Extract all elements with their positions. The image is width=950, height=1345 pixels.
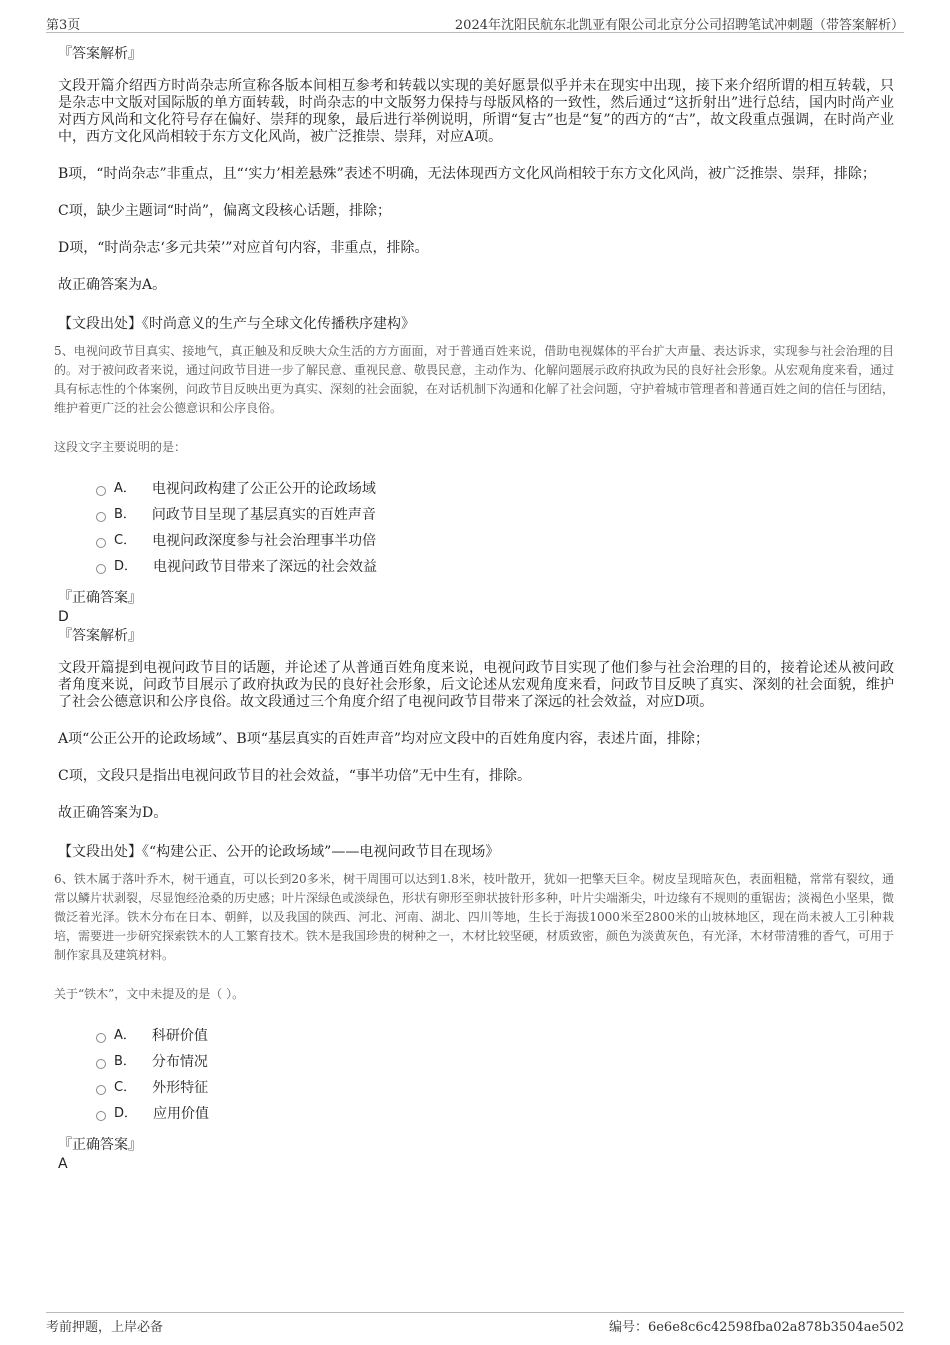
q4-analysis-label: 『答案解析』 bbox=[58, 46, 142, 62]
q5-option-b[interactable]: B． 问政节目呈现了基层真实的百姓声音 bbox=[96, 502, 894, 528]
q5-options bbox=[54, 476, 894, 580]
q4-source: 【文段出处】《时尚意义的生产与全球文化传播秩序建构》 bbox=[58, 316, 415, 332]
radio-icon[interactable] bbox=[96, 1111, 106, 1121]
radio-icon[interactable] bbox=[96, 1033, 106, 1043]
q5-option-d[interactable]: D． 电视问政节目带来了深远的社会效益 bbox=[96, 554, 894, 580]
q6-option-c[interactable]: C． 外形特征 bbox=[96, 1075, 894, 1101]
q6-option-b[interactable]: B． 分布情况 bbox=[96, 1049, 894, 1075]
radio-icon[interactable] bbox=[96, 512, 106, 522]
page-footer bbox=[46, 1312, 904, 1335]
q5-question: 5、电视问政节目真实、接地气，真正触及和反映大众生活的方方面面，对于普通百姓来说，借助电视媒体的平台扩大声量、表达诉求，实现参与社会治理的目的。对于被问政者来说，通过问政节目进一步了解民意、重视民意、敬畏民意，主动作为、化解问题展示政府执政为民的良好社会形象。从宏观角度来看，通过具有标志性的个体案例，问政节目反映出更为真实、深刻的社会面貌，在对话机制下沟通和化解了社会问题，守护着城市管理者和普通百姓之间的信任与团结，维护着更广泛的社会公德意识和公序良俗。 bbox=[54, 344, 895, 415]
document-title: 2024年沈阳民航东北凯亚有限公司北京分公司招聘笔试冲刺题（带答案解析） bbox=[454, 18, 904, 33]
q5-answer: D bbox=[58, 609, 69, 625]
q6-options bbox=[54, 1023, 894, 1127]
q4-analysis-paragraph: B项，“时尚杂志”非重点，且“‘实力’相差悬殊”表述不明确，无法体现西方文化风尚相较于东方文化风尚，被广泛推崇、崇拜，排除； bbox=[58, 166, 876, 182]
document-body bbox=[54, 44, 894, 1173]
q6-answer: A bbox=[58, 1156, 68, 1172]
q5-prompt: 这段文字主要说明的是： bbox=[54, 440, 187, 454]
q6-prompt: 关于“铁木”，文中未提及的是（ ）。 bbox=[54, 987, 245, 1001]
q5-answer-label: 『正确答案』 bbox=[58, 590, 142, 606]
q4-analysis-paragraph: C项，缺少主题词“时尚”，偏离文段核心话题，排除； bbox=[58, 203, 392, 219]
radio-icon[interactable] bbox=[96, 1085, 106, 1095]
q5-analysis-label: 『答案解析』 bbox=[58, 628, 142, 644]
q4-conclusion: 故正确答案为A。 bbox=[58, 277, 167, 293]
q5-source: 【文段出处】《“构建公正、公开的论政场域”——电视问政节目在现场》 bbox=[58, 844, 500, 860]
q5-option-c[interactable]: C． 电视问政深度参与社会治理事半功倍 bbox=[96, 528, 894, 554]
q5-analysis-paragraph: C项，文段只是指出电视问政节目的社会效益，“事半功倍”无中生有，排除。 bbox=[58, 768, 532, 784]
q5-analysis-paragraph: A项“公正公开的论政场域”、B项“基层真实的百姓声音”均对应文段中的百姓角度内容，表述片面，排除； bbox=[58, 731, 710, 747]
q4-analysis-paragraph: 文段开篇介绍西方时尚杂志所宣称各版本间相互参考和转载以实现的美好愿景似乎并未在现实中出现，接下来介绍所谓的相互转载，只是杂志中文版对国际版的单方面转载，时尚杂志的中文版努力保持与母版风格的一致性，然后通过“这折射出”进行总结，国内时尚产业对西方风尚和文化符号存在偏好、崇拜的现象，最后进行举例说明，所谓“复古”也是“复”的西方的“古”，故文段重点强调，在时尚产业中，西方文化风尚相较于东方文化风尚，被广泛推崇、崇拜，对应A项。 bbox=[58, 78, 894, 145]
radio-icon[interactable] bbox=[96, 564, 106, 574]
q5-analysis-paragraph: 文段开篇提到电视问政节目的话题，并论述了从普通百姓角度来说，电视问政节目实现了他们参与社会治理的目的，接着论述从被问政者角度来说，问政节目展示了政府执政为民的良好社会形象，后文论述从宏观角度来看，问政节目反映了真实、深刻的社会面貌，维护了社会公德意识和公序良俗。故文段通过三个角度介绍了电视问政节目带来了深远的社会效益，对应D项。 bbox=[58, 660, 894, 710]
q6-question: 6、铁木属于落叶乔木，树干通直，可以长到20多米，树干周围可以达到1.8米，枝叶散开，犹如一把擎天巨伞。树皮呈现暗灰色，表面粗糙，常常有裂纹，通常以鳞片状剥裂，尽显饱经沧桑的历史感；叶片深绿色或淡绿色，形状有卵形至卵状披针形多种，叶片尖端渐尖，叶边缘有不规则的重锯齿；淡褐色小坚果，微微泛着光泽。铁木分布在日本、朝鲜，以及我国的陕西、河北、河南、湖北、四川等地，生长于海拔1000米至2800米的山坡林地区，现在尚未被人工引种栽培，需要进一步研究探索铁木的人工繁育技术。铁木是我国珍贵的树种之一，木材比较坚硬，材质致密，颜色为淡黄灰色，有光泽，木材带清雅的香气，可用于制作家具及建筑材料。 bbox=[54, 872, 895, 962]
q6-option-d[interactable]: D． 应用价值 bbox=[96, 1101, 894, 1127]
radio-icon[interactable] bbox=[96, 538, 106, 548]
q6-option-a[interactable]: A． 科研价值 bbox=[96, 1023, 894, 1049]
q6-answer-label: 『正确答案』 bbox=[58, 1137, 142, 1153]
q4-analysis-paragraph: D项，“时尚杂志‘多元共荣’”对应首句内容，非重点，排除。 bbox=[58, 240, 429, 256]
page-number: 第3页 bbox=[46, 18, 81, 33]
page-header bbox=[46, 12, 904, 33]
q5-conclusion: 故正确答案为D。 bbox=[58, 805, 168, 821]
q5-option-a[interactable]: A． 电视问政构建了公正公开的论政场域 bbox=[96, 476, 894, 502]
radio-icon[interactable] bbox=[96, 486, 106, 496]
radio-icon[interactable] bbox=[96, 1059, 106, 1069]
footer-slogan: 考前押题，上岸必备 bbox=[46, 1320, 164, 1335]
document-code: 编号：6e6e8c6c42598fba02a878b3504ae502 bbox=[608, 1320, 904, 1335]
